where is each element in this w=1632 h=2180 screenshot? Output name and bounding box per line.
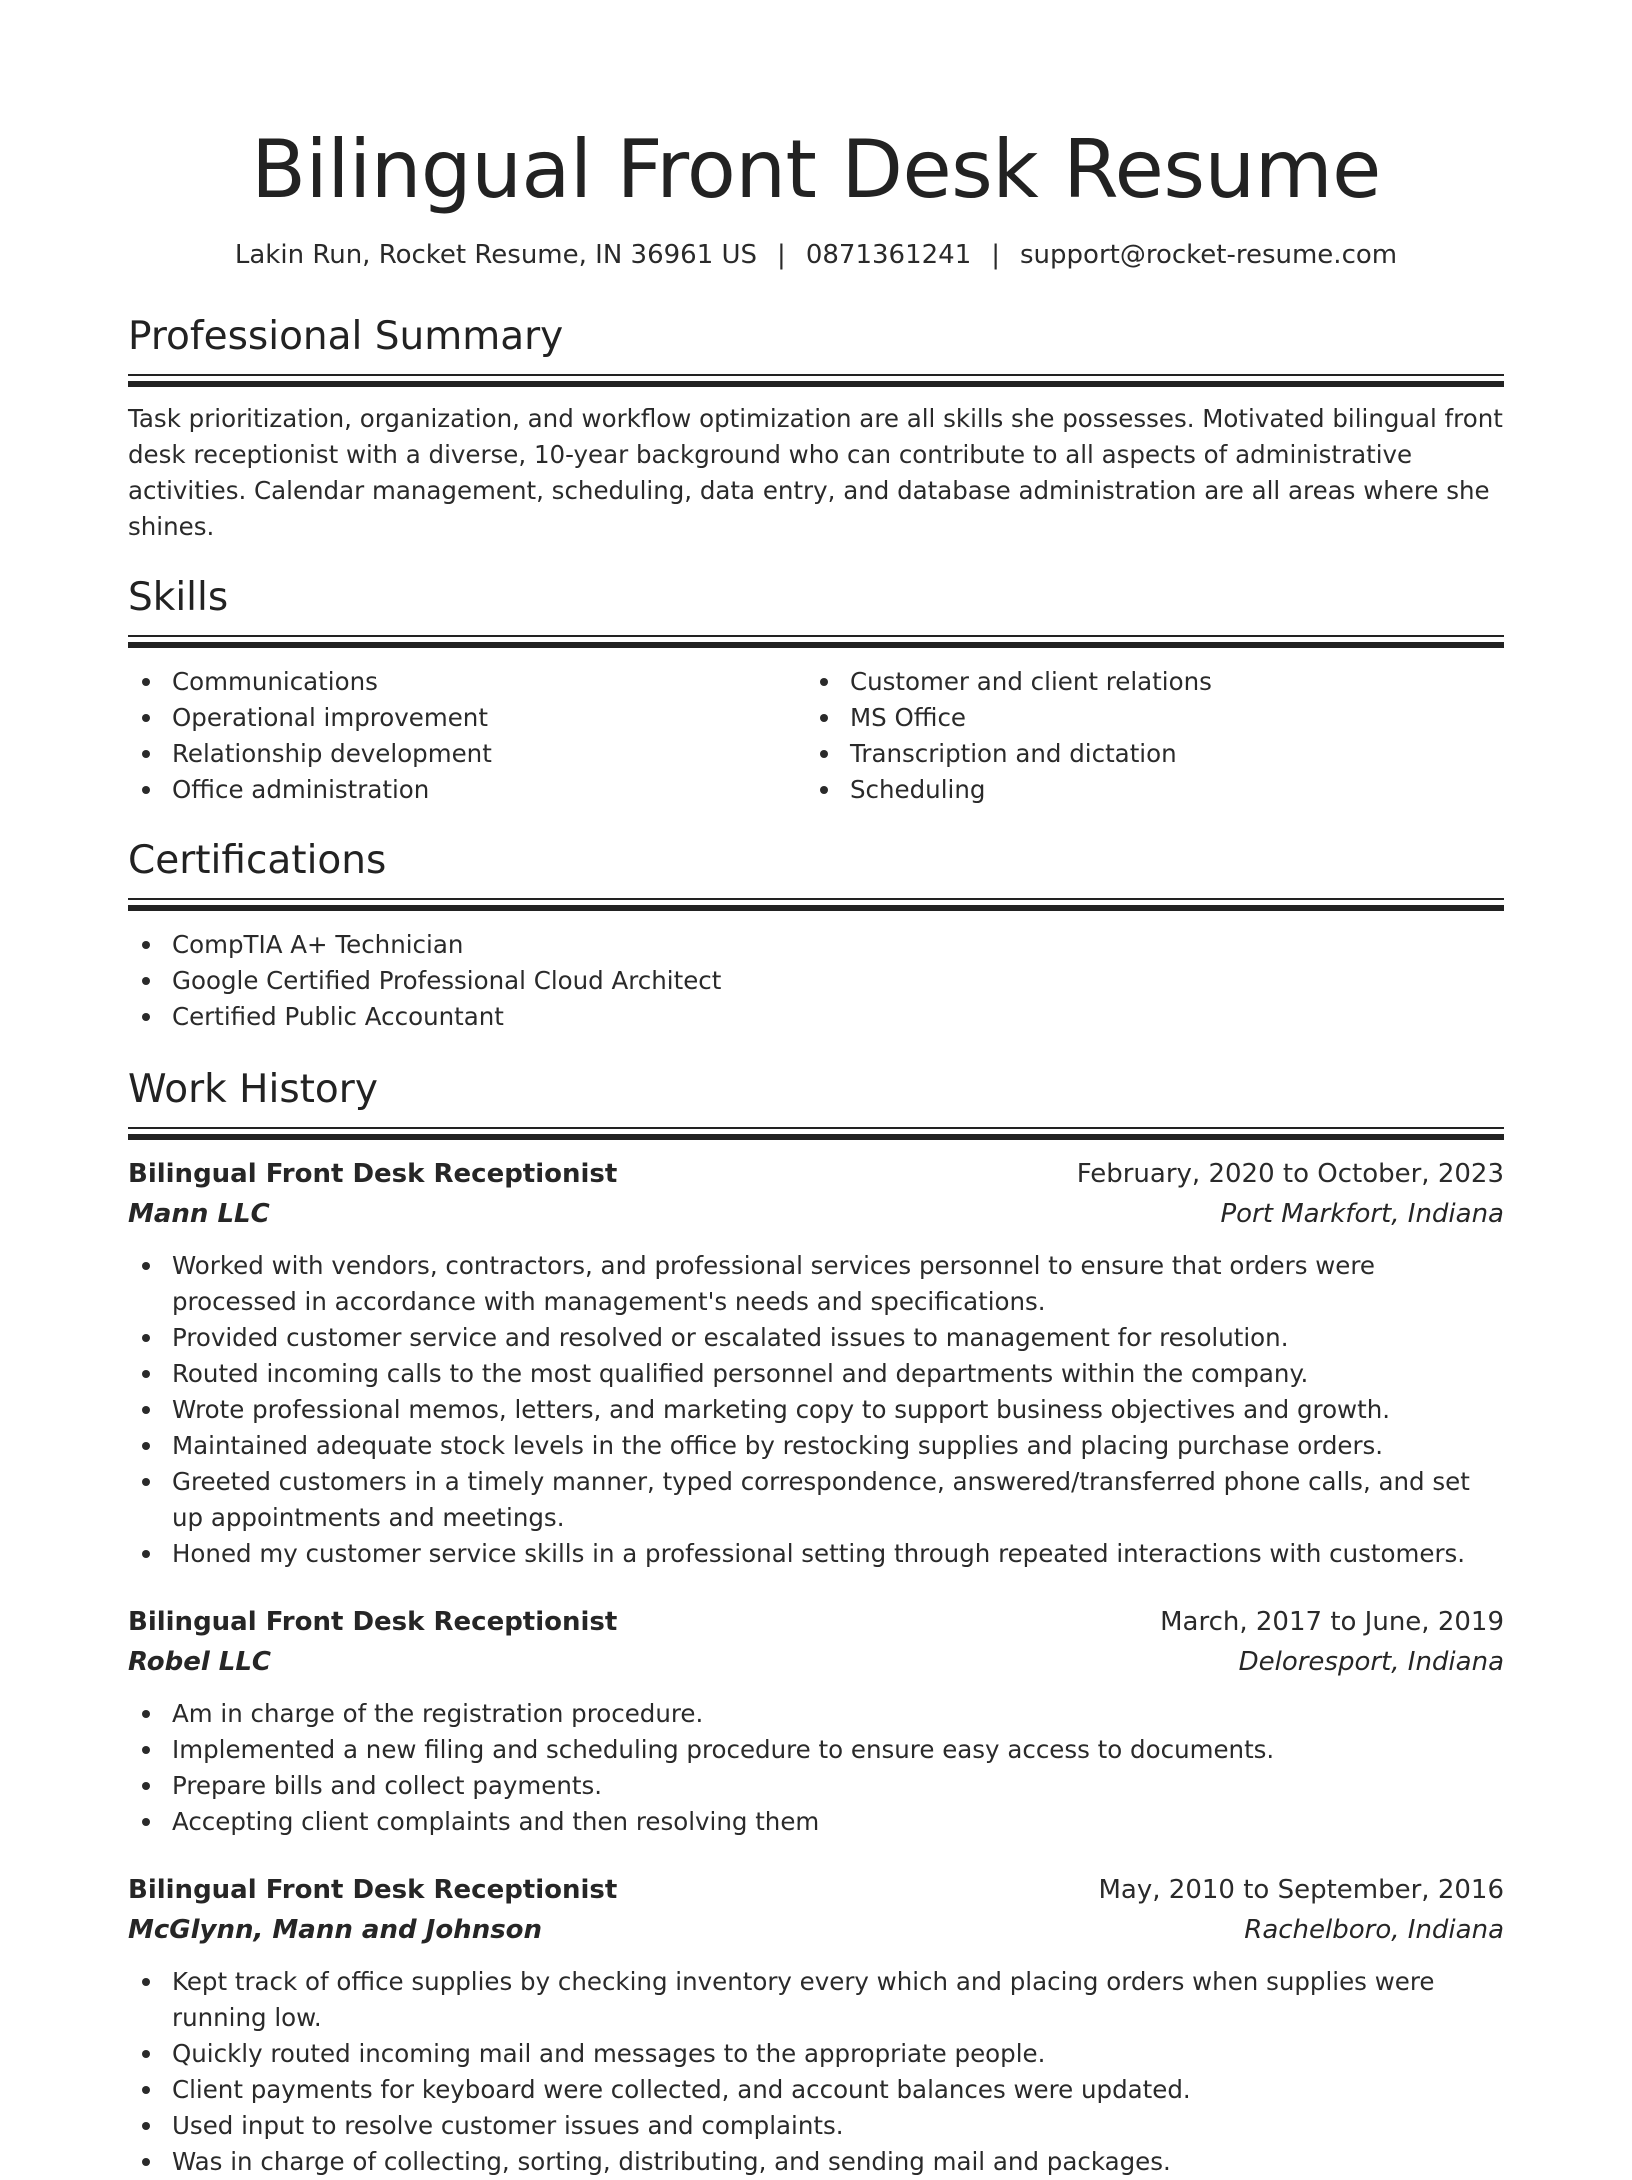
contact-separator: |	[777, 240, 786, 270]
job-company: Robel LLC	[128, 1647, 272, 1677]
job-header-row	[128, 1870, 1504, 1910]
resume-page	[128, 0, 1504, 2180]
summary-text: Task prioritization, organization, and workflow optimization are all skills she possesses. Motivated bilingual front desk receptionist with a diverse, 10-year background who can contribute to all aspects of administrative activities. Calendar management, scheduling, data entry, and database administration are all areas where she shines.	[128, 404, 1503, 541]
job-dates: March, 2017 to June, 2019	[1160, 1607, 1504, 1637]
section-rule	[128, 1127, 1504, 1129]
job-bullet: Greeted customers in a timely manner, typed correspondence, answered/transferred phone calls, and set up appointments and meetings.	[128, 1464, 1504, 1536]
job-bullet: Quickly routed incoming mail and messages to the appropriate people.	[128, 2036, 1504, 2072]
job-subheader-row	[128, 1910, 1504, 1950]
skill-item: Office administration	[128, 772, 806, 808]
job-role: Bilingual Front Desk Receptionist	[128, 1159, 618, 1189]
job-bullet: Kept track of office supplies by checking inventory every which and placing orders when supplies were running low.	[128, 1964, 1504, 2036]
certifications-section	[128, 836, 1504, 1035]
section-rule	[128, 898, 1504, 900]
job-bullets	[128, 1964, 1504, 2180]
job-bullet: Accepting client complaints and then resolving them	[128, 1804, 1504, 1840]
summary-section	[128, 312, 1504, 545]
job-bullets	[128, 1248, 1504, 1572]
skills-right-list	[806, 664, 1484, 808]
certification-item: CompTIA A+ Technician	[128, 927, 1504, 963]
section-rule	[128, 635, 1504, 637]
job-bullet: Honed my customer service skills in a professional setting through repeated interactions with customers.	[128, 1536, 1504, 1572]
section-rule-thick	[128, 381, 1504, 387]
skill-item: Scheduling	[806, 772, 1484, 808]
job-dates: May, 2010 to September, 2016	[1098, 1875, 1504, 1905]
job-role: Bilingual Front Desk Receptionist	[128, 1607, 618, 1637]
work-history-section	[128, 1065, 1504, 2180]
contact-phone: 0871361241	[805, 240, 972, 270]
job-entry	[128, 1602, 1504, 1840]
job-header-row	[128, 1602, 1504, 1642]
job-bullet: Routed incoming calls to the most qualified personnel and departments within the company.	[128, 1356, 1504, 1392]
job-bullets	[128, 1696, 1504, 1840]
skills-left-list	[128, 664, 806, 808]
job-role: Bilingual Front Desk Receptionist	[128, 1875, 618, 1905]
skill-item: Transcription and dictation	[806, 736, 1484, 772]
section-rule-thick	[128, 642, 1504, 648]
job-bullet: Client payments for keyboard were collected, and account balances were updated.	[128, 2072, 1504, 2108]
certifications-list	[128, 927, 1504, 1035]
contact-email[interactable]: support@rocket-resume.com	[1020, 240, 1398, 270]
skills-heading: Skills	[128, 575, 229, 620]
job-entry	[128, 1870, 1504, 2180]
skill-item: MS Office	[806, 700, 1484, 736]
skills-grid	[128, 664, 1504, 808]
job-subheader-row	[128, 1194, 1504, 1234]
job-bullet: Wrote professional memos, letters, and marketing copy to support business objectives and growth.	[128, 1392, 1504, 1428]
job-bullet: Maintained adequate stock levels in the office by restocking supplies and placing purchase orders.	[128, 1428, 1504, 1464]
job-location: Rachelboro, Indiana	[1244, 1915, 1504, 1945]
certifications-heading: Certifications	[128, 838, 387, 883]
job-bullet: Am in charge of the registration procedure.	[128, 1696, 1504, 1732]
job-header-row	[128, 1154, 1504, 1194]
section-rule	[128, 374, 1504, 376]
skill-item: Communications	[128, 664, 806, 700]
contact-separator: |	[991, 240, 1000, 270]
skill-item: Relationship development	[128, 736, 806, 772]
certification-item: Google Certified Professional Cloud Architect	[128, 963, 1504, 999]
section-rule-thick	[128, 905, 1504, 911]
job-bullet: Was in charge of collecting, sorting, distributing, and sending mail and packages.	[128, 2144, 1504, 2180]
job-bullet: Provided customer service and resolved or escalated issues to management for resolution.	[128, 1320, 1504, 1356]
job-company: McGlynn, Mann and Johnson	[128, 1915, 543, 1945]
contact-address: Lakin Run, Rocket Resume, IN 36961 US	[234, 240, 758, 270]
work-history-heading: Work History	[128, 1067, 378, 1112]
resume-title: Bilingual Front Desk Resume	[251, 123, 1381, 216]
contact-line	[128, 238, 1504, 272]
job-bullet: Worked with vendors, contractors, and professional services personnel to ensure that orders were processed in accordance with management's needs and specifications.	[128, 1248, 1504, 1320]
certification-item: Certified Public Accountant	[128, 999, 1504, 1035]
summary-heading: Professional Summary	[128, 314, 564, 359]
skill-item: Operational improvement	[128, 700, 806, 736]
job-bullet: Implemented a new filing and scheduling procedure to ensure easy access to documents.	[128, 1732, 1504, 1768]
job-company: Mann LLC	[128, 1199, 270, 1229]
job-location: Port Markfort, Indiana	[1220, 1199, 1504, 1229]
section-rule-thick	[128, 1134, 1504, 1140]
job-bullet: Used input to resolve customer issues and complaints.	[128, 2108, 1504, 2144]
job-subheader-row	[128, 1642, 1504, 1682]
job-location: Deloresport, Indiana	[1238, 1647, 1504, 1677]
skill-item: Customer and client relations	[806, 664, 1484, 700]
job-dates: February, 2020 to October, 2023	[1076, 1159, 1504, 1189]
skills-section	[128, 573, 1504, 808]
job-bullet: Prepare bills and collect payments.	[128, 1768, 1504, 1804]
job-entry	[128, 1154, 1504, 1572]
